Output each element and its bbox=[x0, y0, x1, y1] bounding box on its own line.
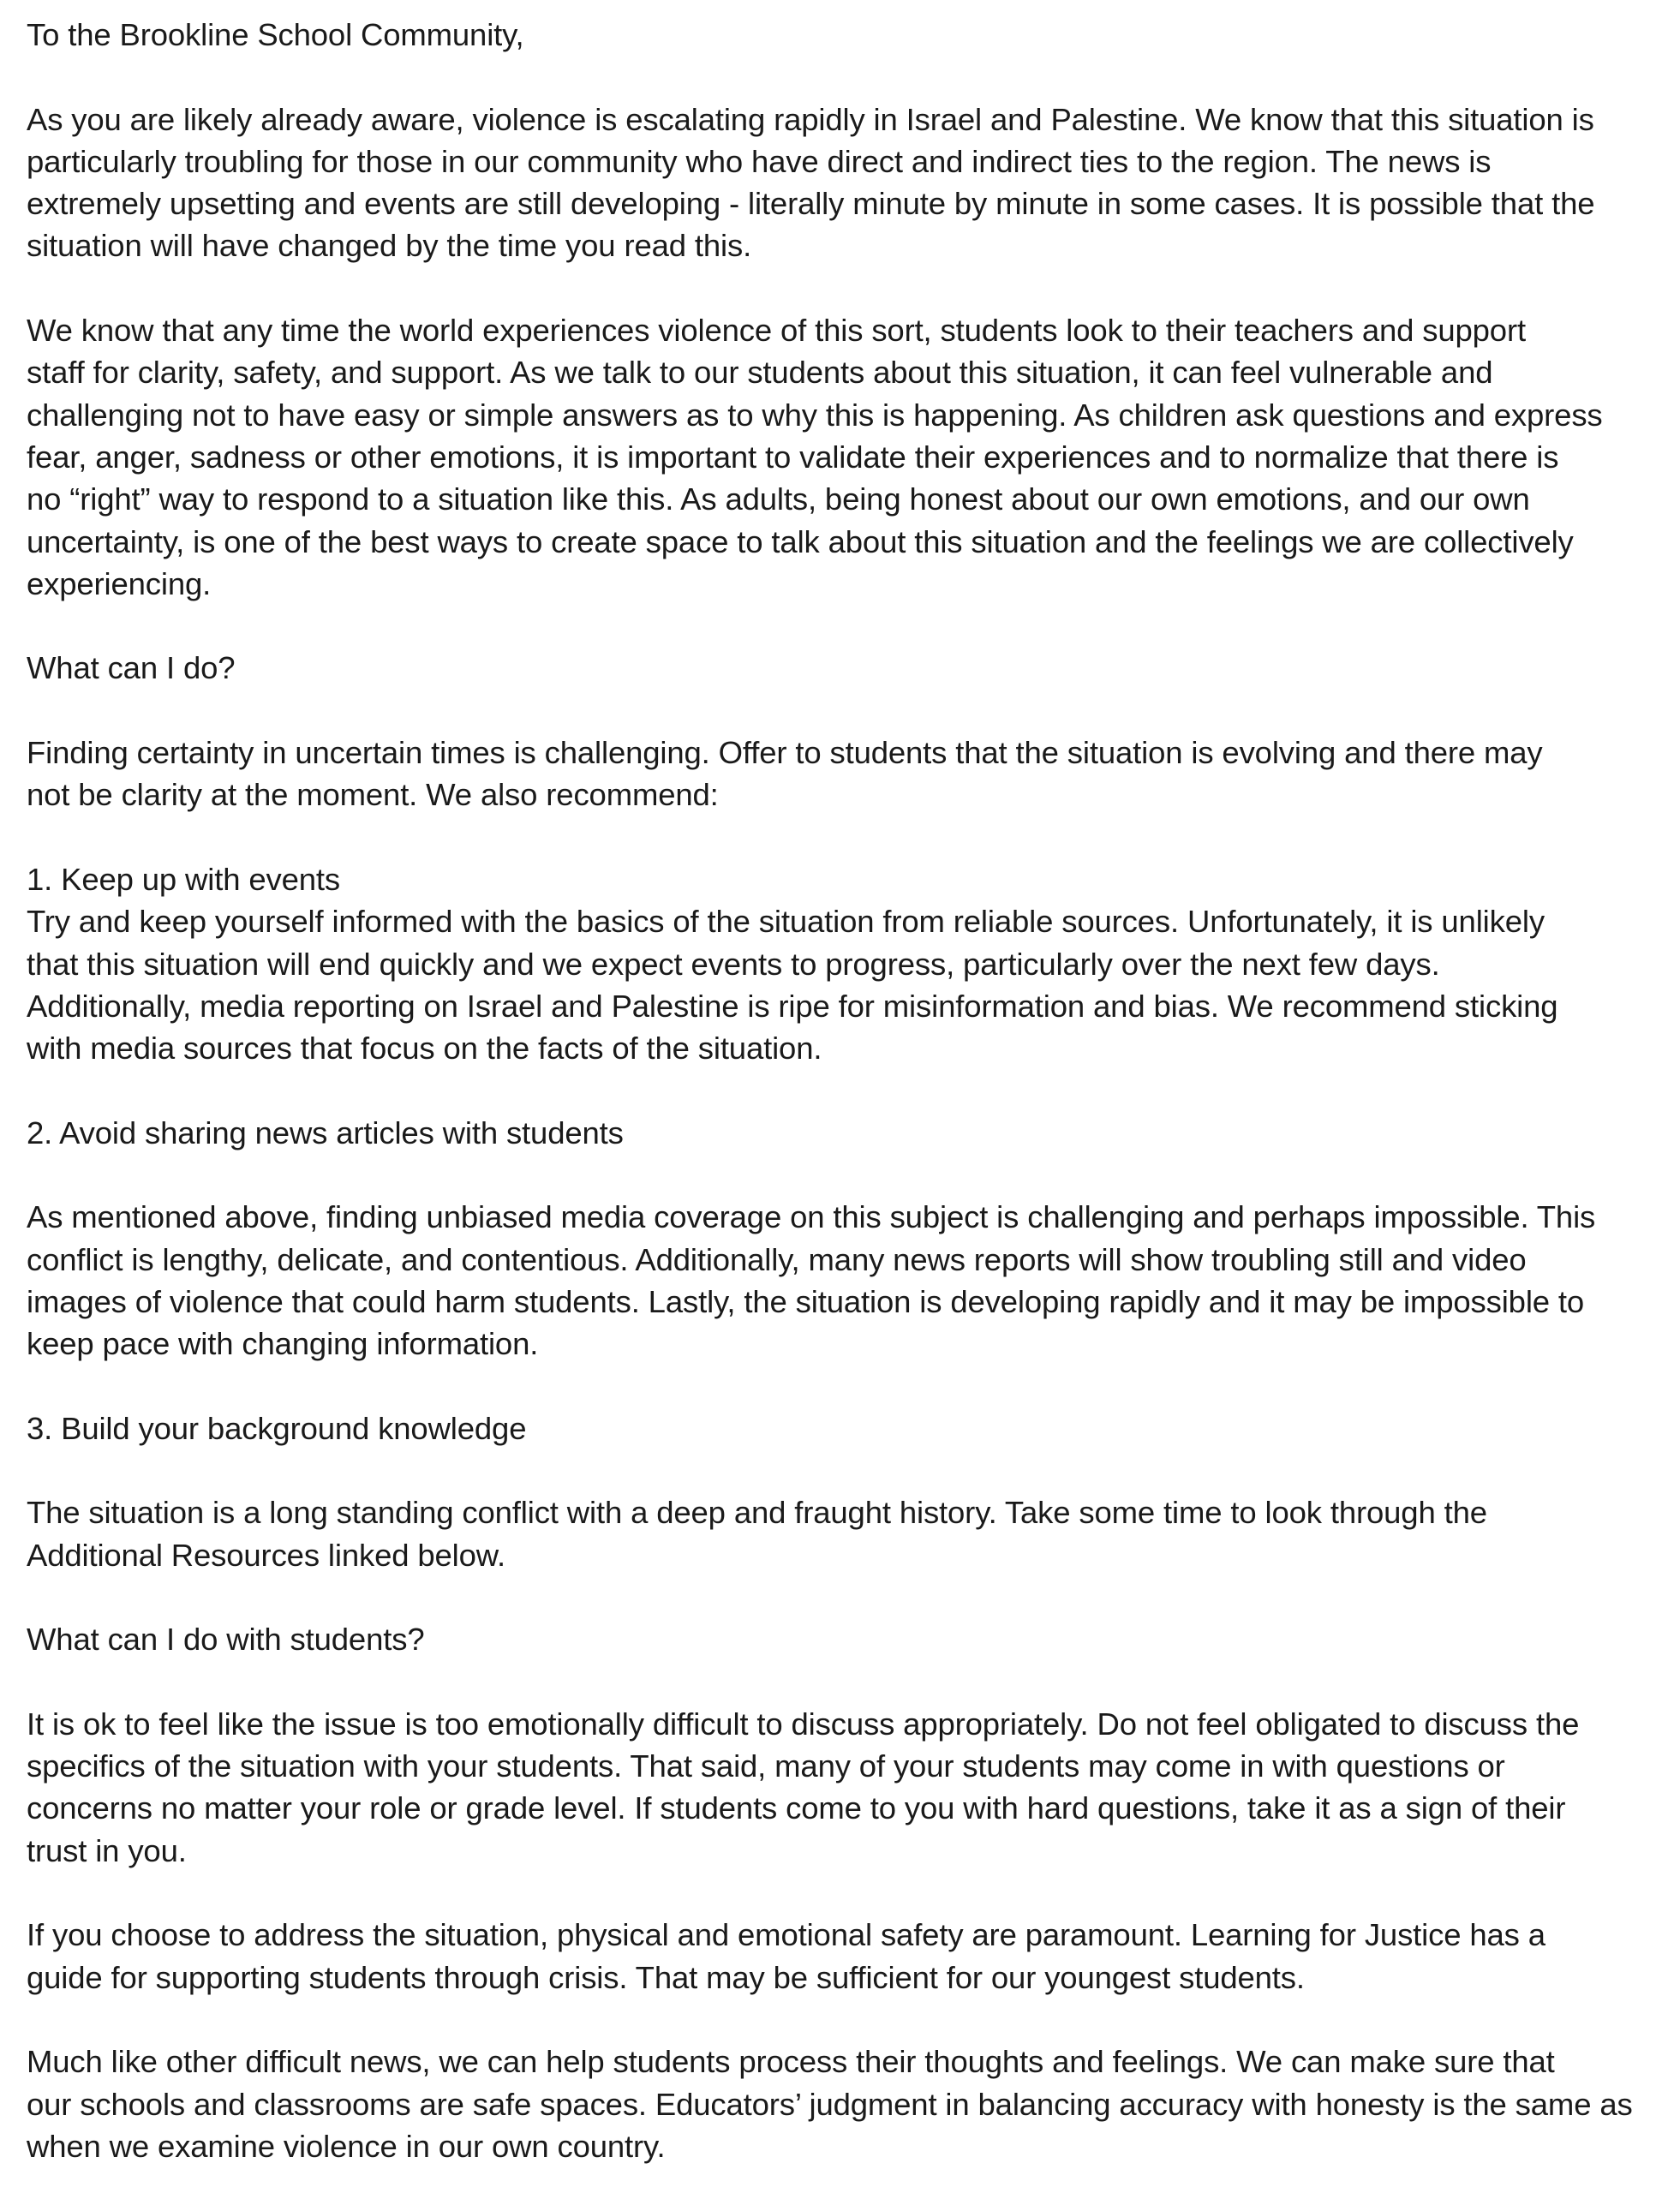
heading-what-can-i-do bbox=[27, 647, 1654, 689]
support-line: We know that any time the world experiences violence of this sort, students look to their teachers and support bbox=[27, 313, 1526, 349]
item-2-line: images of violence that could harm students. Lastly, the situation is developing rapidly and it may be impossible to bbox=[27, 1283, 1585, 1319]
support-line: staff for clarity, safety, and support. As we talk to our students about this situation, it can feel vulnerable and bbox=[27, 355, 1493, 391]
heading-students bbox=[27, 1618, 1654, 1660]
item-3-body bbox=[27, 1491, 1654, 1576]
closing-line: when we examine violence in our own country. bbox=[27, 2128, 666, 2164]
item-3-title bbox=[27, 1407, 1654, 1449]
closing-line: Much like other difficult news, we can help students process their thoughts and feelings. We can make sure that bbox=[27, 2044, 1555, 2080]
closing-line: our schools and classrooms are safe spaces. Educators’ judgment in balancing accuracy with honesty is the same as bbox=[27, 2086, 1633, 2122]
item-3-line: The situation is a long standing conflict with a deep and fraught history. Take some time to look through the bbox=[27, 1495, 1487, 1531]
item-1-line: that this situation will end quickly and we expect events to progress, particularly over the next few days. bbox=[27, 946, 1440, 982]
item-2-line: conflict is lengthy, delicate, and contentious. Additionally, many news reports will show troubling still and video bbox=[27, 1241, 1527, 1277]
students-line: trust in you. bbox=[27, 1832, 187, 1868]
support-line: challenging not to have easy or simple answers as to why this is happening. As children ask questions and express bbox=[27, 397, 1603, 433]
heading-line: What can I do? bbox=[27, 650, 236, 686]
support-paragraph bbox=[27, 309, 1654, 605]
intro-line: extremely upsetting and events are still developing - literally minute by minute in some cases. It is possible that the bbox=[27, 186, 1595, 222]
closing-paragraph bbox=[27, 2041, 1654, 2167]
support-line: fear, anger, sadness or other emotions, it is important to validate their experiences and to normalize that there is bbox=[27, 439, 1559, 475]
intro-line: As you are likely already aware, violence is escalating rapidly in Israel and Palestine. We know that this situation is bbox=[27, 101, 1594, 137]
safety-line: If you choose to address the situation, physical and emotional safety are paramount. Learning for Justice has a bbox=[27, 1917, 1545, 1953]
salutation bbox=[27, 14, 1654, 56]
item-1-line: Try and keep yourself informed with the basics of the situation from reliable sources. Unfortunately, it is unlikely bbox=[27, 904, 1545, 940]
safety-paragraph bbox=[27, 1914, 1654, 1999]
heading-line: What can I do with students? bbox=[27, 1622, 425, 1658]
item-2-title-line: 2. Avoid sharing news articles with students bbox=[27, 1114, 624, 1150]
support-line: no “right” way to respond to a situation like this. As adults, being honest about our own emotions, and our own bbox=[27, 481, 1530, 517]
students-line: It is ok to feel like the issue is too emotionally difficult to discuss appropriately. Do not feel obligated to discuss the bbox=[27, 1706, 1580, 1742]
item-2-line: keep pace with changing information. bbox=[27, 1326, 539, 1362]
students-paragraph bbox=[27, 1703, 1654, 1872]
item-2-title bbox=[27, 1112, 1654, 1154]
salutation-line: To the Brookline School Community, bbox=[27, 17, 524, 52]
safety-line: guide for supporting students through crisis. That may be sufficient for our youngest students. bbox=[27, 1959, 1305, 1995]
recommend-line: not be clarity at the moment. We also recommend: bbox=[27, 777, 719, 813]
students-line: specifics of the situation with your students. That said, many of your students may come in with questions or bbox=[27, 1748, 1505, 1784]
recommend-line: Finding certainty in uncertain times is challenging. Offer to students that the situation is evolving and there may bbox=[27, 735, 1543, 771]
support-line: uncertainty, is one of the best ways to create space to talk about this situation and the feelings we are collectively bbox=[27, 523, 1574, 559]
item-2-line: As mentioned above, finding unbiased media coverage on this subject is challenging and perhaps impossible. This bbox=[27, 1199, 1596, 1235]
item-2-body bbox=[27, 1196, 1654, 1365]
students-line: concerns no matter your role or grade level. If students come to you with hard questions, take it as a sign of their bbox=[27, 1790, 1566, 1826]
item-1 bbox=[27, 858, 1654, 1069]
item-3-title-line: 3. Build your background knowledge bbox=[27, 1410, 527, 1446]
item-1-line: with media sources that focus on the facts of the situation. bbox=[27, 1031, 822, 1067]
item-1-title: 1. Keep up with events bbox=[27, 861, 340, 897]
item-3-line: Additional Resources linked below. bbox=[27, 1537, 505, 1573]
recommend-paragraph bbox=[27, 732, 1654, 816]
letter-document bbox=[27, 14, 1654, 2167]
intro-paragraph bbox=[27, 99, 1654, 267]
item-1-line: Additionally, media reporting on Israel and Palestine is ripe for misinformation and bias. We recommend sticking bbox=[27, 988, 1558, 1024]
intro-line: particularly troubling for those in our community who have direct and indirect ties to the region. The news is bbox=[27, 143, 1492, 179]
support-line: experiencing. bbox=[27, 565, 212, 601]
intro-line: situation will have changed by the time you read this. bbox=[27, 228, 752, 264]
